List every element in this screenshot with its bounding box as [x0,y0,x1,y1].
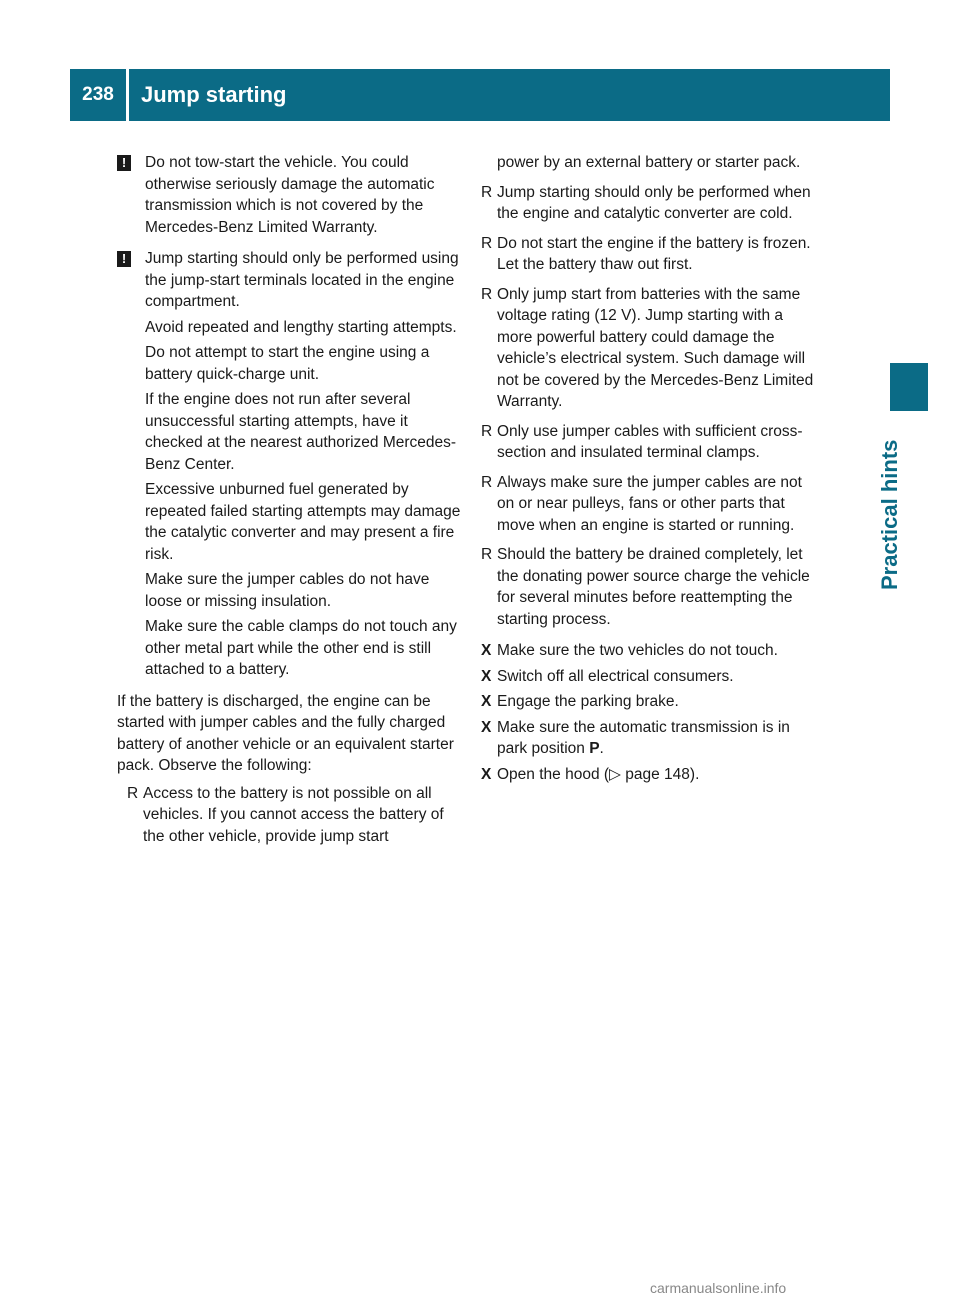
step-item [481,717,816,760]
list-item-text: Do not start the engine if the battery is frozen. Let the battery thaw out first. [497,234,811,273]
step-item [481,691,816,713]
step-mark: X [481,718,492,736]
list-item [481,421,816,464]
warning-icon: ! [117,251,131,267]
section-title: Jump starting [141,82,287,107]
warning-icon: ! [117,155,131,171]
header-divider [126,69,129,121]
bullet-mark: R [481,183,493,201]
warning-block [117,248,462,681]
step-text: Make sure the two vehicles do not touch. [497,642,778,659]
step-text: Switch off all electrical consumers. [497,667,734,685]
warning-text: If the engine does not run after several unsuccessful starting attempts, have it checked at the nearest authorized Mercedes-Benz Center. [145,391,457,473]
step-text: Open the hood ( [497,765,610,783]
bullet-list [481,182,816,631]
step-list [481,640,816,713]
continued-text: power by an external battery or starter pack. [497,154,801,171]
bullet-mark: R [127,784,139,802]
warning-text: Avoid repeated and lengthy starting attempts. [145,318,457,336]
bullet-mark: R [481,285,493,303]
warning-block [117,152,462,238]
warning-text: Do not tow-start the vehicle. You could otherwise seriously damage the automatic transmission which is not covered by the Mercedes-Benz Limited Warranty. [145,154,435,236]
side-label: Practical hints [877,439,902,590]
intro-paragraph: If the battery is discharged, the engine can be started with jumper cables and the fully charged battery of another vehicle or an equivalent starter pack. Observe the following: [117,692,454,774]
list-item-text: Jump starting should only be performed when the engine and catalytic converter are cold. [497,183,811,222]
warning-text: Make sure the jumper cables do not have loose or missing insulation. [145,571,430,610]
warning-text: Do not attempt to start the engine using a battery quick-charge unit. [145,344,430,383]
list-item-text: Always make sure the jumper cables are not on or near pulleys, fans or other parts that move when an engine is started or running. [497,473,802,534]
watermark: carmanualsonline.info [650,1280,787,1296]
right-column [481,152,816,789]
page-reference-link[interactable]: page 148). [620,765,700,783]
list-item-text: Only jump start from batteries with the same voltage rating (12 V). Jump starting with a more powerful battery could damage the vehicle’s electrical system. Such damage will not be covered by the Mercedes-Benz Limited Warranty. [497,285,814,410]
page-number: 238 [82,84,114,105]
step-item [481,640,816,662]
step-text: Make sure the automatic transmission is in park position [497,718,790,757]
bullet-mark: R [481,546,493,563]
step-mark: X [481,667,492,685]
step-text: Engage the parking brake. [497,693,679,710]
step-text-end: . [599,740,604,757]
list-item-text: Access to the battery is not possible on all vehicles. If you cannot access the battery of the other vehicle, provide jump start [143,784,444,845]
list-item-text: Should the battery be drained completely, let the donating power source charge the vehicle for several minutes before reattempting the starting process. [497,546,810,628]
page-reference-arrow-icon: ▷ [609,765,621,783]
warning-text: Make sure the cable clamps do not touch any other metal part while the other end is still attached to a battery. [145,618,457,678]
bullet-mark: R [481,422,493,440]
left-column [117,152,462,855]
warning-text: Jump starting should only be performed using the jump-start terminals located in the engine compartment. [145,250,459,310]
step-mark: X [481,693,492,710]
list-item [117,783,462,848]
bullet-mark: R [481,234,493,252]
list-item [481,472,816,537]
list-item-text: Only use jumper cables with sufficient cross-section and insulated terminal clamps. [497,422,803,461]
bullet-mark: R [481,473,493,491]
step-item [481,666,816,688]
list-item [481,182,816,225]
step-item [481,764,816,786]
list-item [481,233,816,276]
step-mark: X [481,765,492,783]
step-mark: X [481,642,492,659]
warning-text: Excessive unburned fuel generated by repeated failed starting attempts may damage the catalytic converter and may present a fire risk. [145,481,461,563]
list-item [481,284,816,413]
list-item [481,544,816,630]
park-position-label: P [589,740,600,757]
